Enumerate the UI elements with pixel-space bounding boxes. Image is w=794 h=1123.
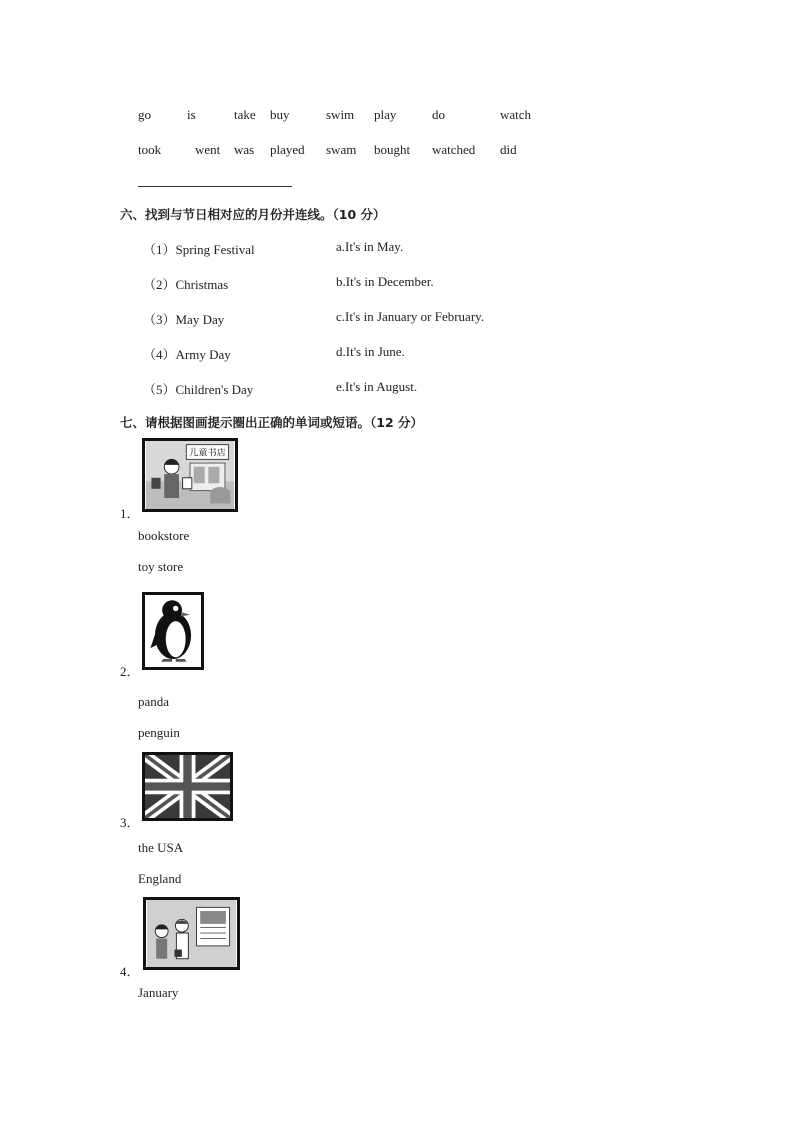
word-bank-item: swam [326,142,357,157]
festival-item[interactable]: （5）Children's Day [143,382,254,397]
word-bank-item: bought [374,142,411,157]
answer-option[interactable]: England [138,871,182,886]
festival-item[interactable]: （1）Spring Festival [143,242,255,257]
festival-item[interactable]: （3）May Day [143,312,225,327]
word-bank-item: do [432,107,445,122]
word-bank-item: swim [326,107,355,122]
flag-picture [142,752,233,821]
month-item[interactable]: b.It's in December. [336,274,434,289]
word-bank-item: go [138,107,151,122]
word-bank-item: went [195,142,221,157]
question-number: 2． [120,664,140,679]
question-number: 3． [120,815,140,830]
word-bank-item: watch [500,107,532,122]
month-item[interactable]: d.It's in June. [336,344,405,359]
answer-option[interactable]: bookstore [138,528,190,543]
month-item[interactable]: e.It's in August. [336,379,418,394]
answer-option[interactable]: January [138,985,179,1000]
answer-option[interactable]: the USA [138,840,184,855]
bookstore-sign: 儿童书店 [189,447,226,459]
penguin-picture [142,592,204,670]
word-bank-item: watched [432,142,476,157]
calendar-illustration [146,900,237,967]
answer-option[interactable]: penguin [138,725,180,740]
word-bank-item: buy [270,107,290,122]
word-bank-item: take [234,107,256,122]
bookstore-illustration [145,441,235,509]
union-jack-flag-icon [145,755,230,818]
calendar-picture [143,897,240,970]
word-bank-item: did [500,142,517,157]
answer-option[interactable]: toy store [138,559,184,574]
word-bank-item: was [234,142,255,157]
month-item[interactable]: a.It's in May. [336,239,404,254]
word-bank-item: is [187,107,196,122]
month-item[interactable]: c.It's in January or February. [336,309,485,324]
festival-item[interactable]: （2）Christmas [143,277,229,292]
answer-blank-line[interactable] [138,186,292,187]
penguin-icon [145,595,201,667]
word-bank-item: took [138,142,162,157]
section-7-title: 七、请根据图画提示圈出正确的单词或短语。（12 分） [120,415,423,430]
question-number: 1． [120,506,140,521]
bookstore-picture [142,438,238,512]
answer-option[interactable]: panda [138,694,170,709]
question-number: 4． [120,964,140,979]
festival-item[interactable]: （4）Army Day [143,347,231,362]
word-bank-item: play [374,107,397,122]
word-bank-item: played [270,142,305,157]
section-6-title: 六、找到与节日相对应的月份并连线。（10 分） [120,207,386,222]
